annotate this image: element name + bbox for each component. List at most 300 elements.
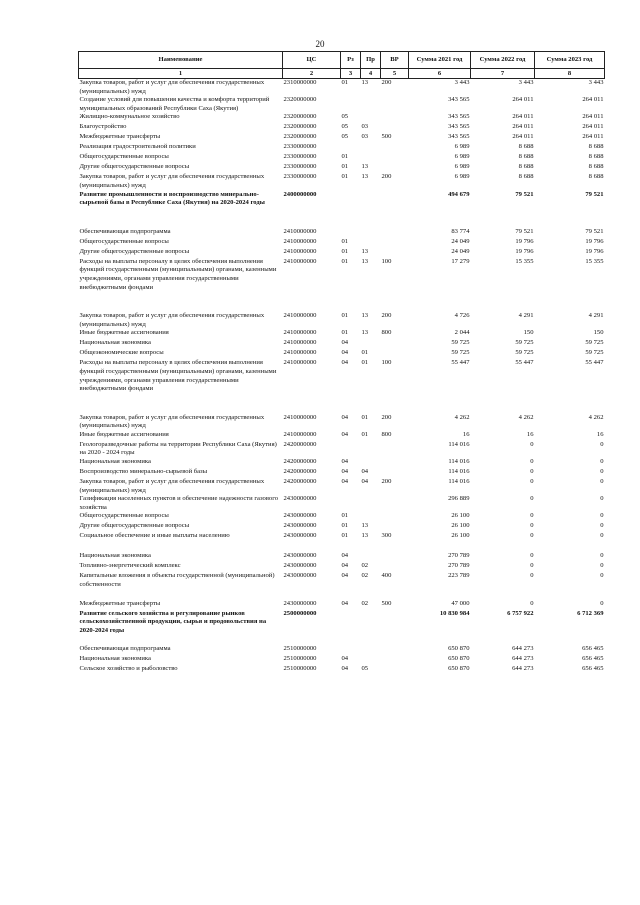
header-pr: Пр — [361, 52, 381, 69]
row-cs: 2430000000 — [283, 495, 317, 503]
row-pr: 13 — [361, 532, 369, 540]
row-sum-2023: 79 521 — [585, 227, 604, 235]
row-sum-2023: 15 355 — [585, 257, 604, 265]
row-sum-2022: 59 725 — [515, 339, 534, 347]
row-cs: 2320000000 — [283, 113, 317, 121]
spacer-cell — [79, 542, 605, 552]
row-name: Национальная экономика — [79, 458, 151, 466]
table-row — [79, 248, 605, 258]
table-row — [79, 468, 605, 478]
row-vr — [381, 339, 409, 349]
row-sum-2022: 264 011 — [512, 113, 534, 121]
row-sum-2021: 6 989 — [454, 153, 470, 161]
row-pr — [361, 339, 381, 349]
table-row — [79, 143, 605, 153]
table-row — [79, 123, 605, 133]
row-vr: 200 — [381, 173, 392, 181]
row-rz: 05 — [341, 123, 349, 131]
row-name: Газификация населенных пунктов и обеспечение надежности газового хозяйства — [79, 495, 279, 511]
row-vr — [381, 228, 409, 238]
spacer-row — [79, 292, 605, 302]
row-cs: 2330000000 — [283, 163, 317, 171]
spacer-row — [79, 590, 605, 600]
row-rz: 04 — [341, 478, 349, 486]
row-pr: 01 — [361, 359, 369, 367]
row-pr: 13 — [361, 247, 369, 255]
table-row — [79, 532, 605, 542]
table-row — [79, 458, 605, 468]
spacer-row — [79, 218, 605, 228]
row-name: Иные бюджетные ассигнования — [79, 329, 169, 337]
row-sum-2023: 6 712 369 — [577, 609, 604, 617]
row-sum-2022: 8 688 — [518, 163, 534, 171]
row-cs: 2430000000 — [283, 562, 317, 570]
budget-table — [78, 51, 605, 675]
row-sum-2023: 264 011 — [582, 123, 604, 131]
row-vr: 200 — [381, 413, 392, 421]
row-sum-2023: 0 — [600, 478, 604, 486]
row-name: Развитие сельского хозяйства и регулирование рынков сельскохозяйственной продукции, сырья и продовольствия на 2020-2024 годы — [79, 609, 267, 634]
row-pr: 01 — [361, 349, 369, 357]
table-row — [79, 163, 605, 173]
table-row — [79, 258, 605, 292]
row-pr: 05 — [361, 665, 369, 673]
row-name: Закупка товаров, работ и услуг для обеспечения государственных (муниципальных) нужд — [79, 478, 265, 494]
table-row — [79, 522, 605, 532]
row-sum-2023: 8 688 — [588, 173, 604, 181]
row-cs: 2430000000 — [283, 532, 317, 540]
row-vr — [381, 522, 409, 532]
spacer-cell — [79, 635, 605, 645]
row-sum-2023: 0 — [600, 572, 604, 580]
row-sum-2022: 16 — [526, 430, 534, 438]
row-rz: 01 — [341, 163, 349, 171]
row-name: Общегосударственные вопросы — [79, 153, 169, 161]
row-name: Создание условий для повышения качества и комфорта территорий муниципальных образований Республики Саха (Якутия) — [79, 96, 270, 112]
column-number: 7 — [471, 69, 535, 79]
row-vr — [381, 645, 409, 655]
row-sum-2023: 0 — [600, 495, 604, 503]
row-sum-2022: 0 — [530, 599, 534, 607]
column-number: 4 — [361, 69, 381, 79]
row-sum-2023: 19 796 — [585, 247, 604, 255]
row-sum-2022: 0 — [530, 458, 534, 466]
table-row — [79, 572, 605, 589]
spacer-cell — [79, 404, 605, 414]
row-cs: 2330000000 — [283, 173, 317, 181]
row-sum-2022: 6 757 922 — [507, 609, 534, 617]
row-sum-2021: 296 889 — [448, 495, 470, 503]
row-pr — [361, 153, 381, 163]
row-pr: 13 — [361, 522, 369, 530]
row-name: Другие общегосударственные вопросы — [79, 522, 190, 530]
row-sum-2021: 59 725 — [451, 349, 470, 357]
row-cs: 2330000000 — [283, 143, 317, 151]
row-sum-2021: 26 100 — [451, 512, 470, 520]
row-sum-2023: 656 465 — [582, 645, 604, 653]
column-number: 1 — [79, 69, 283, 79]
row-sum-2021: 4 262 — [454, 413, 470, 421]
row-name: Другие общегосударственные вопросы — [79, 247, 190, 255]
row-sum-2021: 343 565 — [448, 113, 470, 121]
row-name: Обеспечивающая подпрограмма — [79, 645, 171, 653]
header-sum-2022: Сумма 2022 год — [471, 52, 535, 69]
row-sum-2021: 6 989 — [454, 143, 470, 151]
row-vr — [381, 143, 409, 153]
table-row — [79, 655, 605, 665]
row-name: Расходы на выплаты персоналу в целях обеспечения выполнения функций государственными (муниципальными) органами, казенными учреждениями, органами управления государственными внебюджетными фондами — [79, 359, 277, 393]
column-number: 3 — [341, 69, 361, 79]
row-sum-2023: 4 291 — [588, 312, 604, 320]
row-name: Капитальные вложения в объекты государственной (муниципальной) собственности — [79, 572, 275, 589]
row-vr: 200 — [381, 79, 392, 86]
header-sum-2021: Сумма 2021 год — [409, 52, 471, 69]
row-sum-2023: 264 011 — [582, 113, 604, 121]
row-name: Общегосударственные вопросы — [79, 512, 169, 520]
header-sum-2023: Сумма 2023 год — [535, 52, 605, 69]
row-cs: 2430000000 — [283, 522, 317, 530]
row-sum-2022: 8 688 — [518, 173, 534, 181]
column-number: 5 — [381, 69, 409, 79]
row-vr: 200 — [381, 478, 392, 486]
row-sum-2021: 47 000 — [451, 599, 470, 607]
row-rz — [341, 191, 361, 208]
row-sum-2021: 55 447 — [451, 359, 470, 367]
row-name: Социальное обеспечение и иные выплаты населению — [79, 532, 230, 540]
row-sum-2023: 0 — [600, 468, 604, 476]
header-cs: ЦС — [283, 52, 341, 69]
row-sum-2022: 79 521 — [515, 227, 534, 235]
spacer-row — [79, 542, 605, 552]
row-sum-2023: 0 — [600, 532, 604, 540]
row-sum-2021: 343 565 — [448, 123, 470, 131]
row-name: Национальная экономика — [79, 655, 151, 663]
row-pr: 04 — [361, 478, 369, 486]
row-sum-2022: 3 443 — [518, 79, 534, 86]
row-sum-2022: 0 — [530, 440, 534, 448]
row-sum-2022: 8 688 — [518, 153, 534, 161]
row-sum-2022: 55 447 — [515, 359, 534, 367]
row-vr — [381, 238, 409, 248]
row-vr: 800 — [381, 430, 392, 438]
row-pr: 13 — [361, 257, 369, 265]
row-sum-2023: 0 — [600, 552, 604, 560]
row-sum-2022: 8 688 — [518, 143, 534, 151]
table-row — [79, 359, 605, 393]
row-vr — [381, 562, 409, 572]
row-sum-2022: 0 — [530, 478, 534, 486]
row-sum-2023: 264 011 — [582, 133, 604, 141]
row-vr — [381, 96, 409, 113]
row-cs: 2430000000 — [283, 512, 317, 520]
row-sum-2021: 6 989 — [454, 173, 470, 181]
row-name: Воспроизводство минерально-сырьевой базы — [79, 468, 208, 476]
spacer-cell — [79, 590, 605, 600]
row-sum-2022: 19 796 — [515, 247, 534, 255]
row-sum-2021: 270 789 — [448, 562, 470, 570]
table-row — [79, 349, 605, 359]
row-rz: 01 — [341, 522, 349, 530]
row-pr: 02 — [361, 599, 369, 607]
row-rz: 04 — [341, 468, 349, 476]
spacer-row — [79, 404, 605, 414]
table-row — [79, 191, 605, 208]
row-cs: 2510000000 — [283, 655, 317, 663]
row-cs: 2410000000 — [283, 430, 317, 438]
row-sum-2021: 10 830 984 — [439, 609, 470, 617]
row-sum-2022: 59 725 — [515, 349, 534, 357]
table-row — [79, 562, 605, 572]
page-number: 20 — [315, 39, 325, 49]
row-vr: 800 — [381, 329, 392, 337]
row-sum-2021: 6 989 — [454, 163, 470, 171]
row-rz — [341, 228, 361, 238]
row-sum-2023: 8 688 — [588, 153, 604, 161]
row-cs: 2410000000 — [283, 413, 317, 421]
row-pr: 02 — [361, 572, 369, 580]
table-row — [79, 665, 605, 675]
header-vr: ВР — [381, 52, 409, 69]
row-cs: 2420000000 — [283, 458, 317, 466]
row-sum-2022: 264 011 — [512, 96, 534, 104]
row-sum-2021: 24 049 — [451, 247, 470, 255]
header-name: Наименование — [79, 52, 283, 69]
row-rz: 04 — [341, 562, 349, 570]
row-vr — [381, 512, 409, 522]
row-sum-2023: 0 — [600, 512, 604, 520]
row-sum-2023: 19 796 — [585, 237, 604, 245]
table-row — [79, 414, 605, 431]
table-row — [79, 645, 605, 655]
row-vr: 100 — [381, 257, 392, 265]
row-pr — [361, 228, 381, 238]
row-name: Закупка товаров, работ и услуг для обеспечения государственных (муниципальных) нужд — [79, 79, 265, 95]
row-sum-2022: 264 011 — [512, 123, 534, 131]
row-rz — [341, 441, 361, 458]
row-rz: 04 — [341, 413, 349, 421]
row-name: Закупка товаров, работ и услуг для обеспечения государственных (муниципальных) нужд — [79, 312, 265, 328]
table-row — [79, 478, 605, 495]
row-pr — [361, 512, 381, 522]
row-cs: 2320000000 — [283, 133, 317, 141]
row-rz — [341, 143, 361, 153]
table-row — [79, 79, 605, 97]
row-pr: 01 — [361, 430, 369, 438]
row-pr — [361, 495, 381, 512]
row-rz: 04 — [341, 665, 349, 673]
row-vr — [381, 153, 409, 163]
row-pr: 04 — [361, 468, 369, 476]
row-pr: 01 — [361, 413, 369, 421]
row-rz — [341, 96, 361, 113]
column-number: 2 — [283, 69, 341, 79]
row-pr — [361, 655, 381, 665]
row-name: Развитие промышленности и воспроизводство минерально-сырьевой базы в Республике Саха (Якутия) на 2020-2024 годы — [79, 190, 265, 207]
row-vr — [381, 123, 409, 133]
row-sum-2022: 4 291 — [518, 312, 534, 320]
row-rz: 04 — [341, 339, 349, 347]
row-rz — [341, 495, 361, 512]
row-rz: 05 — [341, 113, 349, 121]
row-sum-2021: 83 774 — [451, 227, 470, 235]
row-cs: 2510000000 — [283, 645, 317, 653]
row-vr — [381, 665, 409, 675]
row-rz: 04 — [341, 359, 349, 367]
row-sum-2021: 114 016 — [448, 458, 470, 466]
row-rz: 04 — [341, 599, 349, 607]
row-vr — [381, 113, 409, 123]
row-sum-2021: 2 044 — [454, 329, 470, 337]
spacer-cell — [79, 302, 605, 312]
row-sum-2023: 55 447 — [585, 359, 604, 367]
row-sum-2022: 264 011 — [512, 133, 534, 141]
row-sum-2023: 8 688 — [588, 143, 604, 151]
row-sum-2021: 26 100 — [451, 522, 470, 530]
row-sum-2022: 0 — [530, 572, 534, 580]
table-row — [79, 312, 605, 329]
row-cs: 2420000000 — [283, 468, 317, 476]
row-name: Жилищно-коммунальное хозяйство — [79, 113, 180, 121]
row-pr: 13 — [361, 312, 369, 320]
row-sum-2022: 4 262 — [518, 413, 534, 421]
row-name: Национальная экономика — [79, 552, 151, 560]
row-name: Другие общегосударственные вопросы — [79, 163, 190, 171]
row-name: Обеспечивающая подпрограмма — [79, 227, 171, 235]
row-name: Национальная экономика — [79, 339, 151, 347]
column-number: 6 — [409, 69, 471, 79]
row-vr: 400 — [381, 572, 392, 580]
row-pr — [361, 645, 381, 655]
row-vr — [381, 655, 409, 665]
row-vr: 300 — [381, 532, 392, 540]
row-name: Иные бюджетные ассигнования — [79, 430, 169, 438]
row-sum-2021: 16 — [462, 430, 470, 438]
row-sum-2022: 0 — [530, 468, 534, 476]
row-sum-2023: 79 521 — [585, 190, 604, 198]
table-row — [79, 153, 605, 163]
row-rz: 01 — [341, 153, 349, 161]
row-vr — [381, 191, 409, 208]
table-row — [79, 133, 605, 143]
row-sum-2022: 0 — [530, 512, 534, 520]
row-vr — [381, 495, 409, 512]
row-cs: 2500000000 — [283, 609, 317, 617]
row-pr: 13 — [361, 163, 369, 171]
table-row — [79, 173, 605, 190]
row-cs: 2410000000 — [283, 329, 317, 337]
row-cs: 2420000000 — [283, 440, 317, 448]
row-rz: 01 — [341, 247, 349, 255]
table-row — [79, 495, 605, 512]
row-rz: 01 — [341, 257, 349, 265]
row-name: Геологоразведочные работы на территории Республики Саха (Якутия) на 2020 - 2024 годы — [79, 440, 277, 457]
row-sum-2023: 150 — [593, 329, 604, 337]
row-rz: 04 — [341, 552, 349, 560]
row-rz: 01 — [341, 512, 349, 520]
spacer-row — [79, 394, 605, 404]
column-number-row — [79, 69, 605, 79]
row-cs: 2400000000 — [283, 190, 317, 198]
row-rz: 04 — [341, 430, 349, 438]
row-pr — [361, 441, 381, 458]
row-cs: 2410000000 — [283, 247, 317, 255]
row-pr — [361, 458, 381, 468]
row-cs: 2320000000 — [283, 96, 317, 104]
row-sum-2021: 343 565 — [448, 133, 470, 141]
row-rz — [341, 645, 361, 655]
row-name: Топливно-энергетический комплекс — [79, 562, 181, 570]
table-header-row — [79, 52, 605, 69]
row-name: Межбюджетные трансферты — [79, 133, 161, 141]
row-sum-2022: 644 273 — [512, 665, 534, 673]
row-name: Общеэкономические вопросы — [79, 349, 164, 357]
row-pr — [361, 191, 381, 208]
row-sum-2021: 270 789 — [448, 552, 470, 560]
row-cs: 2310000000 — [283, 79, 317, 86]
row-cs: 2410000000 — [283, 359, 317, 367]
row-sum-2021: 24 049 — [451, 237, 470, 245]
table-row — [79, 96, 605, 113]
row-vr — [381, 458, 409, 468]
row-sum-2021: 26 100 — [451, 532, 470, 540]
row-cs: 2430000000 — [283, 552, 317, 560]
header-rz: Рз — [341, 52, 361, 69]
row-rz: 01 — [341, 312, 349, 320]
row-cs: 2410000000 — [283, 227, 317, 235]
row-sum-2022: 0 — [530, 522, 534, 530]
row-sum-2021: 343 565 — [448, 96, 470, 104]
row-sum-2022: 15 355 — [515, 257, 534, 265]
row-sum-2021: 4 726 — [454, 312, 470, 320]
spacer-cell — [79, 394, 605, 404]
row-rz: 04 — [341, 572, 349, 580]
row-sum-2021: 17 279 — [451, 257, 470, 265]
row-name: Благоустройство — [79, 123, 127, 131]
table-row — [79, 339, 605, 349]
row-sum-2021: 114 016 — [448, 468, 470, 476]
row-sum-2022: 79 521 — [515, 190, 534, 198]
row-sum-2021: 59 725 — [451, 339, 470, 347]
row-cs: 2510000000 — [283, 665, 317, 673]
row-sum-2021: 114 016 — [448, 440, 470, 448]
row-sum-2023: 264 011 — [582, 96, 604, 104]
row-pr — [361, 96, 381, 113]
row-vr — [381, 468, 409, 478]
row-rz: 04 — [341, 349, 349, 357]
row-pr: 13 — [361, 329, 369, 337]
table-row — [79, 552, 605, 562]
row-vr: 500 — [381, 599, 392, 607]
table-row — [79, 512, 605, 522]
table-row — [79, 600, 605, 610]
row-sum-2021: 650 870 — [448, 665, 470, 673]
row-rz: 01 — [341, 532, 349, 540]
table-row — [79, 610, 605, 636]
row-cs: 2410000000 — [283, 257, 317, 265]
table-row — [79, 431, 605, 441]
row-rz: 04 — [341, 655, 349, 663]
table-row — [79, 228, 605, 238]
row-name: Сельское хозяйство и рыболовство — [79, 665, 178, 673]
row-sum-2023: 8 688 — [588, 163, 604, 171]
row-sum-2023: 59 725 — [585, 339, 604, 347]
row-sum-2021: 494 679 — [448, 190, 470, 198]
row-sum-2022: 0 — [530, 562, 534, 570]
row-sum-2023: 0 — [600, 458, 604, 466]
row-vr: 200 — [381, 312, 392, 320]
row-pr — [361, 143, 381, 153]
row-sum-2021: 650 870 — [448, 645, 470, 653]
